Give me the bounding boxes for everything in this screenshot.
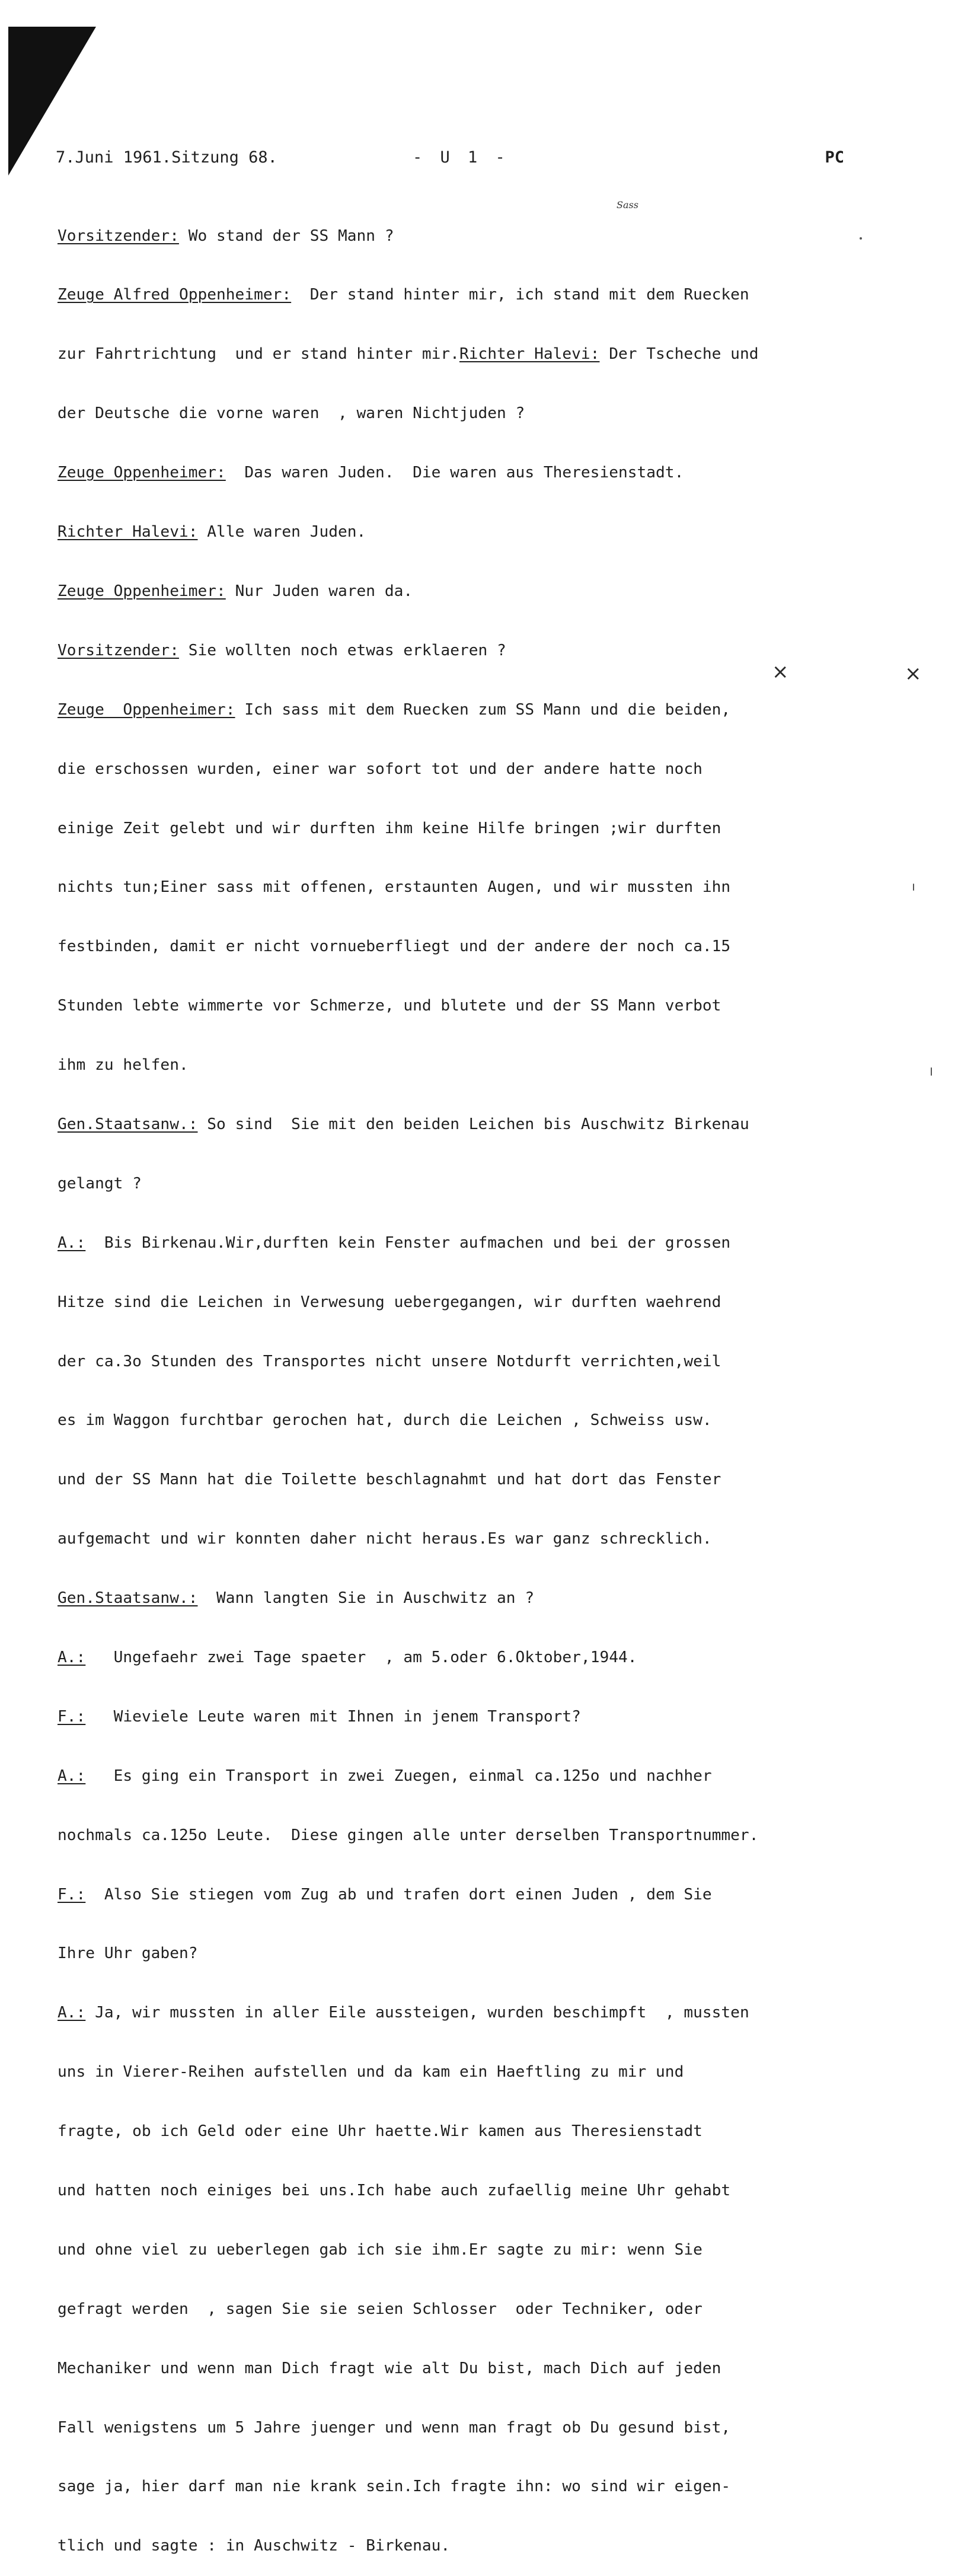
line-text: Ich sass mit dem Ruecken zum SS Mann und die beiden,	[235, 700, 731, 719]
line-text: Ja, wir mussten in aller Eile aussteigen, wurden beschimpft , mussten	[85, 2004, 749, 2022]
line-text: sage ja, hier darf man nie krank sein.Ich fragte ihn: wo sind wir eigen-	[58, 2478, 731, 2496]
transcript-line	[58, 937, 887, 957]
transcript-line	[58, 1233, 887, 1253]
transcript-line	[58, 2003, 887, 2023]
transcript-line	[58, 404, 887, 423]
document-code: PC	[825, 148, 844, 167]
scan-speck	[913, 884, 914, 891]
line-text: Der stand hinter mir, ich stand mit dem Ruecken	[291, 286, 749, 304]
line-text: Wo stand der SS Mann ?	[178, 227, 394, 245]
line-text: tlich und sagte : in Auschwitz - Birkenau.	[58, 2537, 451, 2555]
transcript-line	[58, 2418, 887, 2438]
speaker-label: Zeuge Oppenheimer:	[58, 464, 226, 482]
line-text: So sind Sie mit den beiden Leichen bis Auschwitz Birkenau	[197, 1115, 749, 1133]
line-text: Mechaniker und wenn man Dich fragt wie alt Du bist, mach Dich auf jeden	[58, 2359, 721, 2377]
speaker-label: Vorsitzender:	[58, 227, 179, 245]
transcript-line	[58, 1115, 887, 1134]
transcript-line	[58, 1944, 887, 1963]
line-text: gelangt ?	[58, 1174, 142, 1193]
line-text: nichts tun;Einer sass mit offenen, erstaunten Augen, und wir mussten ihn	[58, 878, 731, 897]
transcript-line	[58, 582, 887, 601]
line-text: Wieviele Leute waren mit Ihnen in jenem Transport?	[85, 1707, 581, 1726]
speaker-label: A.:	[58, 2004, 86, 2022]
speaker-label: F.:	[58, 1885, 86, 1904]
line-text: Also Sie stiegen vom Zug ab und trafen dort einen Juden , dem Sie	[85, 1885, 712, 1904]
transcript-line	[58, 1470, 887, 1490]
transcript-line	[58, 1293, 887, 1312]
transcript-line	[58, 285, 887, 305]
line-text: Bis Birkenau.Wir,durften kein Fenster aufmachen und bei der grossen	[85, 1233, 731, 1252]
line-text: ihm zu helfen.	[58, 1056, 189, 1075]
transcript-line	[58, 2300, 887, 2319]
transcript-line	[58, 1529, 887, 1549]
line-text: Alle waren Juden.	[197, 523, 366, 541]
speaker-label: A.:	[58, 1648, 86, 1666]
transcript-line	[58, 1707, 887, 1727]
speaker-label: A.:	[58, 1767, 86, 1785]
scan-speck	[860, 237, 862, 240]
speaker-label: Gen.Staatsanw.:	[58, 1115, 198, 1133]
line-text: aufgemacht und wir konnten daher nicht heraus.Es war ganz schrecklich.	[58, 1530, 712, 1548]
line-text: und ohne viel zu ueberlegen gab ich sie ihm.Er sagte zu mir: wenn Sie	[58, 2240, 702, 2259]
transcript-line	[58, 2122, 887, 2141]
line-text: fragte, ob ich Geld oder eine Uhr haette.Wir kamen aus Theresienstadt	[58, 2122, 702, 2141]
transcript-line	[58, 1885, 887, 1905]
transcript-line	[58, 2359, 887, 2379]
transcript-line	[58, 878, 887, 897]
line-text: einige Zeit gelebt und wir durften ihm keine Hilfe bringen ;wir durften	[58, 819, 721, 837]
transcript-line	[58, 463, 887, 483]
speaker-label: Zeuge Alfred Oppenheimer:	[58, 286, 292, 304]
speaker-label: Richter Halevi:	[459, 345, 600, 364]
transcript-line	[58, 996, 887, 1016]
transcript-line	[58, 2240, 887, 2260]
transcript-line	[58, 819, 887, 839]
transcript-line	[58, 2477, 887, 2497]
date-session: 7.Juni 1961.Sitzung 68.	[56, 148, 277, 167]
speaker-label: Zeuge Oppenheimer:	[58, 700, 235, 719]
line-text: Fall wenigstens um 5 Jahre juenger und wenn man fragt ob Du gesund bist,	[58, 2418, 731, 2437]
margin-cross-mark: ×	[905, 662, 922, 686]
speaker-label: Richter Halevi:	[58, 523, 198, 541]
transcript-line	[58, 1767, 887, 1786]
line-text: der ca.3o Stunden des Transportes nicht unsere Notdurft verrichten,weil	[58, 1352, 721, 1370]
speaker-label: Gen.Staatsanw.:	[58, 1589, 198, 1608]
line-text: Der Tscheche und	[599, 345, 759, 364]
handwritten-note: Sass	[617, 199, 638, 211]
transcript-line	[58, 522, 887, 542]
line-text: Das waren Juden. Die waren aus Theresienstadt.	[225, 464, 684, 482]
transcript-line	[58, 2181, 887, 2201]
line-text: und der SS Mann hat die Toilette beschlagnahmt und hat dort das Fenster	[58, 1471, 721, 1489]
transcript-line	[58, 760, 887, 779]
line-text: gefragt werden , sagen Sie sie seien Schlosser oder Techniker, oder	[58, 2300, 702, 2318]
line-text: Hitze sind die Leichen in Verwesung uebergegangen, wir durften waehrend	[58, 1293, 721, 1311]
page-header	[56, 148, 862, 172]
transcript-line	[58, 641, 887, 661]
line-text: Stunden lebte wimmerte vor Schmerze, und blutete und der SS Mann verbot	[58, 997, 721, 1015]
line-text: es im Waggon furchtbar gerochen hat, durch die Leichen , Schweiss usw.	[58, 1411, 712, 1430]
speaker-label: A.:	[58, 1233, 86, 1252]
transcript-line	[58, 700, 887, 720]
transcript-line	[58, 1589, 887, 1608]
scan-speck	[931, 1067, 932, 1076]
transcript-line	[58, 2062, 887, 2082]
margin-cross-mark: ×	[772, 660, 789, 684]
transcript-line	[58, 227, 887, 246]
speaker-label: Vorsitzender:	[58, 641, 179, 659]
line-text: Ihre Uhr gaben?	[58, 1944, 198, 1963]
line-text: Es ging ein Transport in zwei Zuegen, einmal ca.125o und nachher	[85, 1767, 712, 1785]
line-text: Wann langten Sie in Auschwitz an ?	[197, 1589, 535, 1608]
transcript-line	[58, 1174, 887, 1194]
line-text: Nur Juden waren da.	[225, 582, 413, 600]
transcript-line	[58, 1056, 887, 1075]
transcript-body	[58, 187, 887, 2576]
line-text: nochmals ca.125o Leute. Diese gingen alle unter derselben Transportnummer.	[58, 1826, 759, 1844]
line-text: und hatten noch einiges bei uns.Ich habe auch zufaellig meine Uhr gehabt	[58, 2181, 731, 2199]
line-text: Sie wollten noch etwas erklaeren ?	[178, 641, 506, 659]
speaker-label: Zeuge Oppenheimer:	[58, 582, 226, 600]
transcript-line	[58, 1826, 887, 1845]
line-text: festbinden, damit er nicht vornueberfliegt und der andere der noch ca.15	[58, 938, 731, 956]
line-text: uns in Vierer-Reihen aufstellen und da kam ein Haeftling zu mir und	[58, 2063, 684, 2081]
line-text: zur Fahrtrichtung und er stand hinter mir.	[58, 345, 459, 364]
transcript-line	[58, 1411, 887, 1430]
transcript-line	[58, 1352, 887, 1372]
line-text: Ungefaehr zwei Tage spaeter , am 5.oder 6.Oktober,1944.	[85, 1648, 637, 1666]
transcript-line	[58, 2536, 887, 2556]
line-text: die erschossen wurden, einer war sofort tot und der andere hatte noch	[58, 760, 702, 778]
speaker-label: F.:	[58, 1707, 86, 1726]
transcript-line	[58, 1648, 887, 1668]
transcript-line	[58, 345, 887, 364]
page-marker: - U 1 -	[413, 148, 509, 167]
line-text: der Deutsche die vorne waren , waren Nichtjuden ?	[58, 404, 525, 423]
